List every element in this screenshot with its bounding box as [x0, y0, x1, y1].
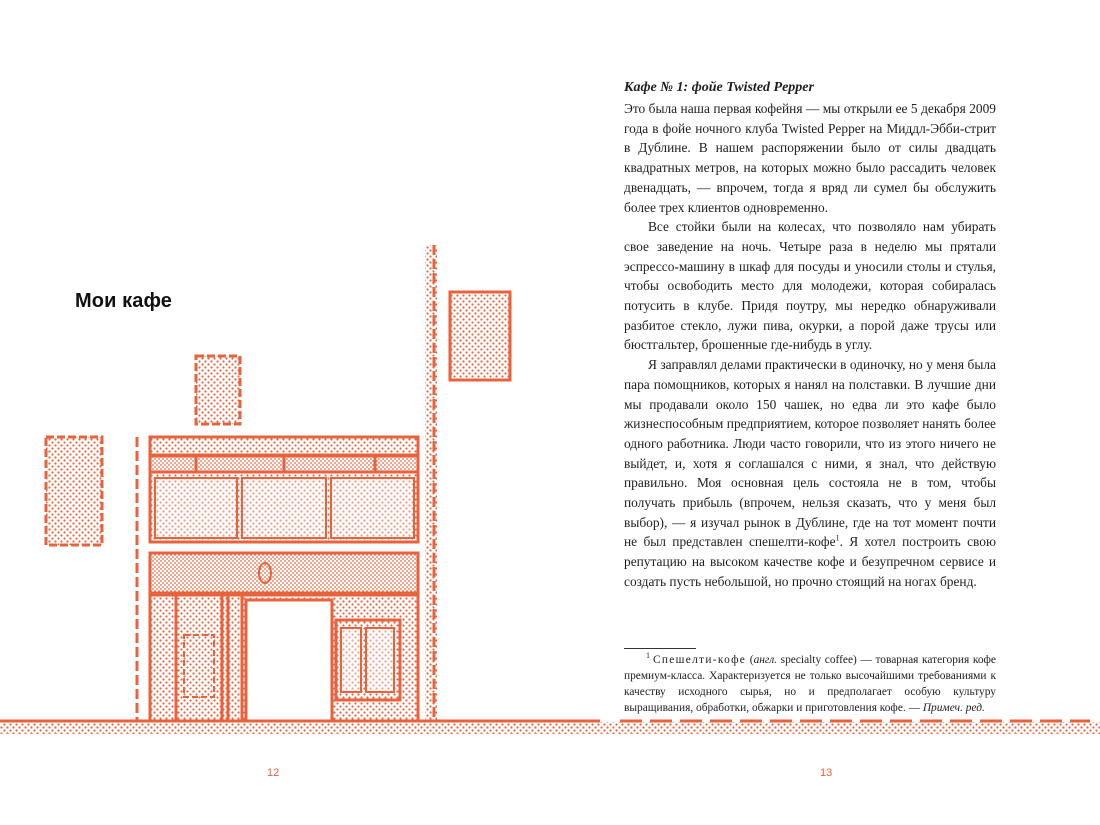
- page-number-left: 12: [267, 767, 280, 779]
- footnote-divider: [624, 648, 696, 649]
- footnote-term: Спешелти-кофе: [653, 654, 747, 666]
- paragraph-3: [624, 355, 996, 591]
- footnote-text: specialty coffee) — товарная категория кофе премиум-класса. Характеризуется не только высочайшими требованиями к качеству исходного сырья, но и предполагает особую культуру выращивания, обработки, обжарки и приготовления кофе. —: [624, 654, 996, 714]
- footnote: [624, 652, 996, 716]
- paragraph-3-text-b: . Я хотел построить свою репутацию на высоком качестве кофе и безупречном сервисе и создать пусть небольшой, но прочно стоящий на ногах бренд.: [624, 534, 996, 589]
- chapter-title: Мои кафе: [75, 290, 173, 312]
- footnote-lang: англ.: [753, 654, 778, 666]
- paragraph-2: Все стойки были на колесах, что позволяло нам убирать свое заведение на ночь. Четыре раза в неделю мы прятали эспрессо-машину в шкаф для посуды и уносили столы и стулья, чтобы освободить место для молодежи, которая собиралась потусить в клубе. Придя поутру, мы нередко обнаруживали разбитое стекло, лужи пива, окурки, а порой даже трусы или бюстгальтер, брошенные где-нибудь в углу.: [624, 219, 996, 353]
- page-number-right: 13: [820, 767, 833, 779]
- section-heading: Кафе № 1: фойе Twisted Pepper: [624, 80, 814, 95]
- body-text: [624, 78, 996, 592]
- paragraph-3-text-a: Я заправлял делами практически в одиночку, но у меня была пара помощников, которых я нанял на полставки. В лучшие дни мы продавали около 150 чашек, но едва ли это кафе было жизнеспособным предприятием, которое позволяет нанять более одного работника. Люди часто говорили, что из этого ничего не выйдет, и, хотя я соглашался с ними, я знал, что действую правильно. Моя основная цель состояла не в том, чтобы получать прибыль (впрочем, нельзя сказать, что у меня был выбор), — я изучал рынок в Дублине, где на тот момент почти не был представлен спешелти-кофе: [624, 357, 996, 550]
- footnote-editor-note: Примеч. ред.: [922, 702, 985, 714]
- footnote-open: (: [746, 654, 754, 666]
- paragraph-1: Это была наша первая кофейня — мы открыли ее 5 декабря 2009 года в фойе ночного клуба Twisted Pepper на Миддл-Эбби-стрит в Дублине. В нашем распоряжении было от силы двадцать квадратных метров, на которых можно было рассадить человек двенадцать, — впрочем, тогда я вряд ли сумел бы обслужить более трех клиентов одновременно.: [624, 101, 996, 215]
- footnote-number: 1: [646, 651, 650, 661]
- footnote-reference[interactable]: 1: [835, 534, 840, 543]
